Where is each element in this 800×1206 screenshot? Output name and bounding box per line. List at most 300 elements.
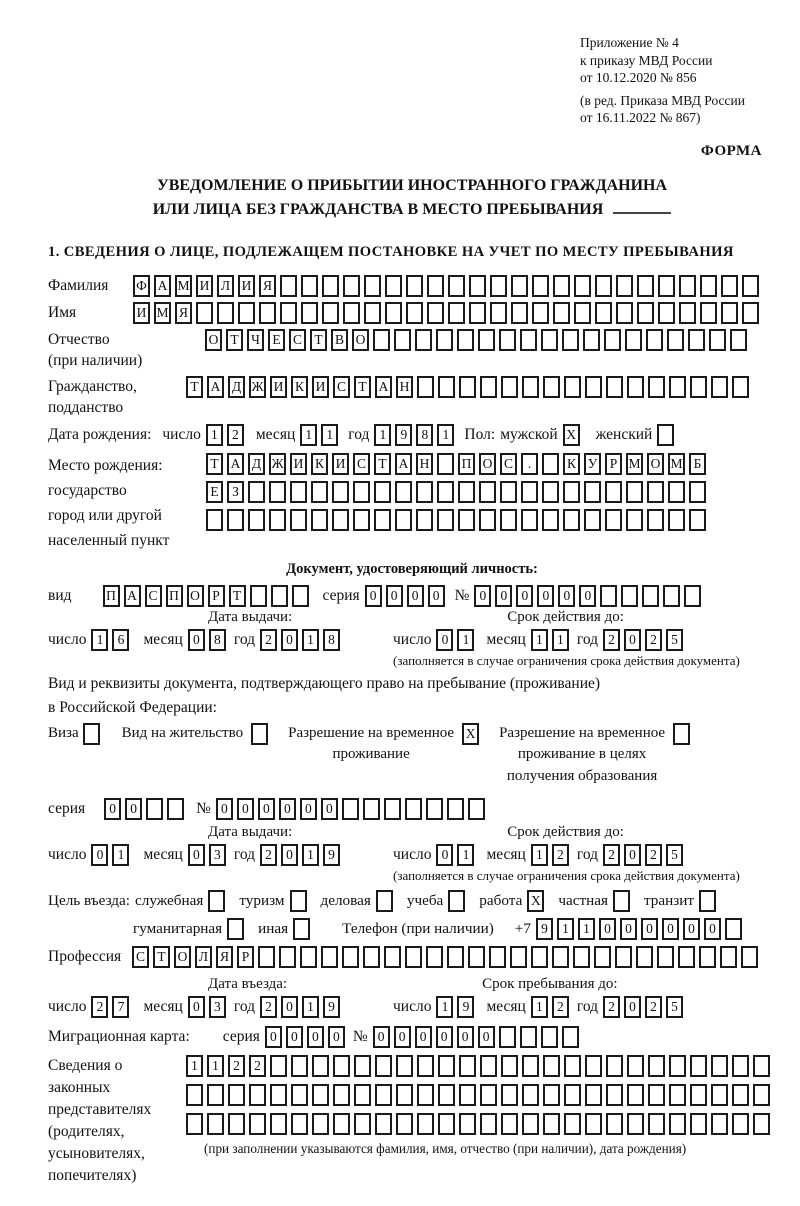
form-cell[interactable] [438,1084,455,1106]
form-cell[interactable] [627,376,644,398]
purpose-inaya-checkbox[interactable] [293,918,314,940]
form-cell[interactable] [228,1084,245,1106]
form-cell[interactable] [396,1113,413,1135]
form-cell[interactable]: X [462,723,479,745]
form-cell[interactable] [312,1084,329,1106]
form-cell[interactable] [679,302,696,324]
form-cell[interactable] [669,376,686,398]
form-cell[interactable]: 2 [552,844,569,866]
purpose-sluzhebnaya-checkbox[interactable] [208,890,229,912]
form-cell[interactable] [669,1055,686,1077]
form-cell[interactable] [753,1084,770,1106]
form-cell[interactable] [270,1113,287,1135]
form-cell[interactable] [436,329,453,351]
form-cell[interactable] [626,509,643,531]
form-cell[interactable]: С [333,376,350,398]
form-cell[interactable] [375,1055,392,1077]
form-cell[interactable] [291,1055,308,1077]
form-cell[interactable]: К [563,453,580,475]
profession-cells[interactable] [132,946,762,968]
residence-issue-day-cells[interactable] [91,844,133,866]
form-cell[interactable] [521,481,538,503]
form-cell[interactable]: 2 [228,1055,245,1077]
form-cell[interactable] [574,302,591,324]
form-cell[interactable] [489,946,506,968]
form-cell[interactable]: 1 [457,844,474,866]
form-cell[interactable] [606,1113,623,1135]
form-cell[interactable] [375,1084,392,1106]
form-cell[interactable] [606,1055,623,1077]
form-cell[interactable]: О [647,453,664,475]
form-cell[interactable] [562,329,579,351]
form-cell[interactable] [562,1026,579,1048]
form-cell[interactable]: Я [216,946,233,968]
form-cell[interactable]: 0 [436,1026,453,1048]
vnj-checkbox[interactable] [251,723,272,745]
form-cell[interactable] [269,481,286,503]
form-cell[interactable] [312,1113,329,1135]
form-cell[interactable] [395,481,412,503]
form-cell[interactable] [333,1084,350,1106]
issue-day-cells[interactable] [91,629,133,651]
form-cell[interactable] [564,1113,581,1135]
form-cell[interactable]: 0 [258,798,275,820]
purpose-ucheba-checkbox[interactable] [448,890,469,912]
representatives-row2-cells[interactable] [186,1084,774,1106]
form-cell[interactable]: Л [195,946,212,968]
form-cell[interactable]: Т [226,329,243,351]
form-cell[interactable] [732,1055,749,1077]
form-cell[interactable] [668,481,685,503]
form-cell[interactable]: А [395,453,412,475]
form-cell[interactable] [448,890,465,912]
migration-series-cells[interactable] [265,1026,349,1048]
form-cell[interactable] [616,302,633,324]
form-cell[interactable] [663,585,680,607]
residence-number-cells[interactable] [216,798,489,820]
form-cell[interactable] [406,302,423,324]
form-cell[interactable]: 0 [683,918,700,940]
form-cell[interactable]: X [563,424,580,446]
form-cell[interactable] [480,1113,497,1135]
form-cell[interactable]: . [521,453,538,475]
form-cell[interactable] [385,275,402,297]
form-cell[interactable] [658,275,675,297]
form-cell[interactable]: И [270,376,287,398]
form-cell[interactable] [711,1113,728,1135]
form-cell[interactable]: Т [206,453,223,475]
form-cell[interactable] [270,1055,287,1077]
form-cell[interactable]: 1 [302,629,319,651]
form-cell[interactable] [669,1113,686,1135]
form-cell[interactable]: 1 [557,918,574,940]
form-cell[interactable]: И [332,453,349,475]
form-cell[interactable] [709,329,726,351]
purpose-gumanitarnaya-checkbox[interactable] [227,918,248,940]
form-cell[interactable] [459,1113,476,1135]
form-cell[interactable] [553,302,570,324]
form-cell[interactable] [249,1084,266,1106]
residence-expiry-day-cells[interactable] [436,844,478,866]
expiry-month-cells[interactable] [531,629,573,651]
form-cell[interactable] [186,1084,203,1106]
form-cell[interactable]: 2 [645,996,662,1018]
form-cell[interactable]: С [353,453,370,475]
representatives-row3-cells[interactable] [186,1113,774,1135]
form-cell[interactable]: 1 [531,844,548,866]
form-cell[interactable] [292,585,309,607]
form-cell[interactable]: С [145,585,162,607]
form-cell[interactable] [616,275,633,297]
form-cell[interactable]: 0 [428,585,445,607]
form-cell[interactable] [438,376,455,398]
form-cell[interactable] [395,509,412,531]
form-cell[interactable] [227,509,244,531]
form-cell[interactable] [585,1055,602,1077]
migration-number-cells[interactable] [373,1026,583,1048]
form-cell[interactable]: 0 [620,918,637,940]
form-cell[interactable]: Е [268,329,285,351]
form-cell[interactable] [564,376,581,398]
form-cell[interactable] [648,1055,665,1077]
form-cell[interactable] [342,798,359,820]
form-cell[interactable] [354,1113,371,1135]
doc-series-cells[interactable] [365,585,449,607]
form-cell[interactable]: Д [228,376,245,398]
form-cell[interactable]: Т [354,376,371,398]
form-cell[interactable] [627,1084,644,1106]
representatives-row1-cells[interactable] [186,1055,774,1077]
form-cell[interactable]: И [290,453,307,475]
form-cell[interactable] [721,275,738,297]
expiry-day-cells[interactable] [436,629,478,651]
form-cell[interactable]: 1 [531,996,548,1018]
form-cell[interactable] [206,509,223,531]
form-cell[interactable] [291,1084,308,1106]
form-cell[interactable]: 0 [394,1026,411,1048]
form-cell[interactable]: 0 [624,996,641,1018]
form-cell[interactable]: 0 [373,1026,390,1048]
form-cell[interactable] [447,946,464,968]
form-cell[interactable] [416,509,433,531]
form-cell[interactable] [417,1084,434,1106]
form-cell[interactable] [364,302,381,324]
form-cell[interactable] [322,302,339,324]
form-cell[interactable] [384,798,401,820]
form-cell[interactable] [228,1113,245,1135]
purpose-chastnaya-checkbox[interactable] [613,890,634,912]
form-cell[interactable]: Н [396,376,413,398]
female-checkbox[interactable] [657,424,678,446]
stay-year-cells[interactable] [603,996,687,1018]
form-cell[interactable] [667,329,684,351]
form-cell[interactable] [511,302,528,324]
form-cell[interactable] [280,302,297,324]
form-cell[interactable] [720,946,737,968]
form-cell[interactable] [384,946,401,968]
form-cell[interactable]: А [207,376,224,398]
form-cell[interactable]: М [668,453,685,475]
citizenship-cells[interactable] [186,376,753,398]
form-cell[interactable] [196,302,213,324]
form-cell[interactable]: 0 [599,918,616,940]
form-cell[interactable]: 0 [265,1026,282,1048]
form-cell[interactable] [354,1084,371,1106]
form-cell[interactable]: К [311,453,328,475]
form-cell[interactable] [458,481,475,503]
form-cell[interactable] [657,424,674,446]
form-cell[interactable] [248,481,265,503]
form-cell[interactable]: 1 [578,918,595,940]
form-cell[interactable] [249,1113,266,1135]
form-cell[interactable] [417,376,434,398]
form-cell[interactable] [511,275,528,297]
form-cell[interactable] [438,1113,455,1135]
form-cell[interactable] [606,1084,623,1106]
form-cell[interactable]: 0 [125,798,142,820]
form-cell[interactable] [500,481,517,503]
form-cell[interactable]: 1 [186,1055,203,1077]
form-cell[interactable] [332,509,349,531]
form-cell[interactable]: К [291,376,308,398]
form-cell[interactable]: Т [186,376,203,398]
form-cell[interactable]: О [352,329,369,351]
form-cell[interactable]: 1 [321,424,338,446]
form-cell[interactable] [647,509,664,531]
doc-number-cells[interactable] [474,585,705,607]
form-cell[interactable]: 0 [321,798,338,820]
form-cell[interactable] [673,723,690,745]
form-cell[interactable] [259,302,276,324]
form-cell[interactable]: С [132,946,149,968]
purpose-turizm-checkbox[interactable] [290,890,311,912]
form-cell[interactable]: 0 [286,1026,303,1048]
form-cell[interactable]: А [375,376,392,398]
form-cell[interactable] [501,1084,518,1106]
form-cell[interactable] [583,329,600,351]
birthplace-row3-cells[interactable] [206,509,710,531]
expiry-year-cells[interactable] [603,629,687,651]
form-cell[interactable] [427,275,444,297]
form-cell[interactable] [301,275,318,297]
form-cell[interactable]: 0 [188,844,205,866]
form-cell[interactable] [312,1055,329,1077]
form-cell[interactable]: 1 [374,424,391,446]
form-cell[interactable] [522,1084,539,1106]
form-cell[interactable]: 6 [112,629,129,651]
form-cell[interactable] [405,798,422,820]
form-cell[interactable] [520,329,537,351]
form-cell[interactable] [258,946,275,968]
form-cell[interactable] [711,376,728,398]
form-cell[interactable] [753,1055,770,1077]
form-cell[interactable]: 0 [279,798,296,820]
residence-series-cells[interactable] [104,798,188,820]
doc-kind-cells[interactable] [103,585,313,607]
entry-month-cells[interactable] [188,996,230,1018]
form-cell[interactable] [457,329,474,351]
form-cell[interactable] [406,275,423,297]
form-cell[interactable]: Ж [249,376,266,398]
form-cell[interactable] [217,302,234,324]
form-cell[interactable]: 0 [237,798,254,820]
form-cell[interactable] [711,1055,728,1077]
form-cell[interactable] [690,1055,707,1077]
form-cell[interactable]: Р [208,585,225,607]
form-cell[interactable] [627,1055,644,1077]
form-cell[interactable] [417,1055,434,1077]
form-cell[interactable]: 0 [579,585,596,607]
form-cell[interactable] [595,302,612,324]
form-cell[interactable] [690,1113,707,1135]
form-cell[interactable]: 2 [260,996,277,1018]
form-cell[interactable] [290,890,307,912]
form-cell[interactable]: П [458,453,475,475]
form-cell[interactable] [448,302,465,324]
form-cell[interactable]: 2 [645,844,662,866]
form-cell[interactable]: 1 [302,996,319,1018]
form-cell[interactable]: 1 [91,629,108,651]
form-cell[interactable] [270,1084,287,1106]
form-cell[interactable]: О [187,585,204,607]
form-cell[interactable] [373,329,390,351]
form-cell[interactable]: 0 [662,918,679,940]
form-cell[interactable] [405,946,422,968]
form-cell[interactable] [625,329,642,351]
form-cell[interactable]: 0 [300,798,317,820]
form-cell[interactable] [637,302,654,324]
form-cell[interactable] [600,585,617,607]
form-cell[interactable]: 2 [227,424,244,446]
form-cell[interactable] [437,509,454,531]
birth-day-cells[interactable] [206,424,248,446]
form-cell[interactable] [657,946,674,968]
form-cell[interactable]: И [238,275,255,297]
form-cell[interactable] [437,453,454,475]
form-cell[interactable] [648,1084,665,1106]
form-cell[interactable] [343,275,360,297]
form-cell[interactable]: 0 [436,844,453,866]
form-cell[interactable] [321,946,338,968]
form-cell[interactable] [291,1113,308,1135]
residence-expiry-month-cells[interactable] [531,844,573,866]
form-cell[interactable] [621,585,638,607]
form-cell[interactable]: Я [259,275,276,297]
form-cell[interactable]: 1 [206,424,223,446]
form-cell[interactable] [290,481,307,503]
form-cell[interactable]: Н [416,453,433,475]
form-cell[interactable]: 0 [474,585,491,607]
form-cell[interactable] [501,376,518,398]
form-cell[interactable]: С [289,329,306,351]
form-cell[interactable]: 0 [457,1026,474,1048]
form-cell[interactable] [584,481,601,503]
form-cell[interactable] [711,1084,728,1106]
purpose-tranzit-checkbox[interactable] [699,890,720,912]
form-cell[interactable] [238,302,255,324]
form-cell[interactable] [510,946,527,968]
form-cell[interactable] [269,509,286,531]
form-cell[interactable] [251,723,268,745]
form-cell[interactable]: Ч [247,329,264,351]
form-cell[interactable]: У [584,453,601,475]
form-cell[interactable]: 2 [249,1055,266,1077]
form-cell[interactable]: 9 [323,844,340,866]
form-cell[interactable] [520,1026,537,1048]
form-cell[interactable] [543,1055,560,1077]
form-cell[interactable] [208,890,225,912]
issue-year-cells[interactable] [260,629,344,651]
form-cell[interactable] [311,481,328,503]
form-cell[interactable]: 1 [207,1055,224,1077]
patronymic-cells[interactable] [205,329,751,351]
form-cell[interactable] [459,1084,476,1106]
form-cell[interactable] [646,329,663,351]
form-cell[interactable]: 8 [323,629,340,651]
form-cell[interactable]: 1 [457,629,474,651]
form-cell[interactable]: 7 [112,996,129,1018]
form-cell[interactable]: 1 [437,424,454,446]
form-cell[interactable] [290,509,307,531]
form-cell[interactable]: 2 [260,844,277,866]
form-cell[interactable] [437,481,454,503]
name-cells[interactable] [133,302,763,324]
form-cell[interactable] [207,1113,224,1135]
form-cell[interactable] [499,1026,516,1048]
form-cell[interactable] [385,302,402,324]
form-cell[interactable]: 1 [300,424,317,446]
male-checkbox[interactable] [563,424,584,446]
form-cell[interactable] [730,329,747,351]
form-cell[interactable] [522,1113,539,1135]
form-cell[interactable]: 5 [666,629,683,651]
form-cell[interactable]: 0 [478,1026,495,1048]
form-cell[interactable] [375,1113,392,1135]
form-cell[interactable]: Р [605,453,622,475]
form-cell[interactable]: 0 [415,1026,432,1048]
form-cell[interactable]: 0 [281,629,298,651]
form-cell[interactable]: О [205,329,222,351]
residence-issue-year-cells[interactable] [260,844,344,866]
form-cell[interactable] [301,302,318,324]
form-cell[interactable] [280,275,297,297]
form-cell[interactable]: Л [217,275,234,297]
form-cell[interactable] [480,1055,497,1077]
form-cell[interactable] [542,481,559,503]
form-cell[interactable] [690,1084,707,1106]
form-cell[interactable] [541,1026,558,1048]
form-cell[interactable] [186,1113,203,1135]
form-cell[interactable] [604,329,621,351]
form-cell[interactable]: Ж [269,453,286,475]
form-cell[interactable] [679,275,696,297]
form-cell[interactable] [585,376,602,398]
form-cell[interactable] [563,481,580,503]
form-cell[interactable] [584,509,601,531]
form-cell[interactable]: Б [689,453,706,475]
form-cell[interactable] [396,1084,413,1106]
form-cell[interactable]: 9 [395,424,412,446]
form-cell[interactable] [605,509,622,531]
form-cell[interactable] [416,481,433,503]
form-cell[interactable] [647,481,664,503]
form-cell[interactable]: Р [237,946,254,968]
form-cell[interactable] [532,302,549,324]
form-cell[interactable] [354,1055,371,1077]
residence-issue-month-cells[interactable] [188,844,230,866]
form-cell[interactable]: 2 [603,629,620,651]
form-cell[interactable] [585,1113,602,1135]
